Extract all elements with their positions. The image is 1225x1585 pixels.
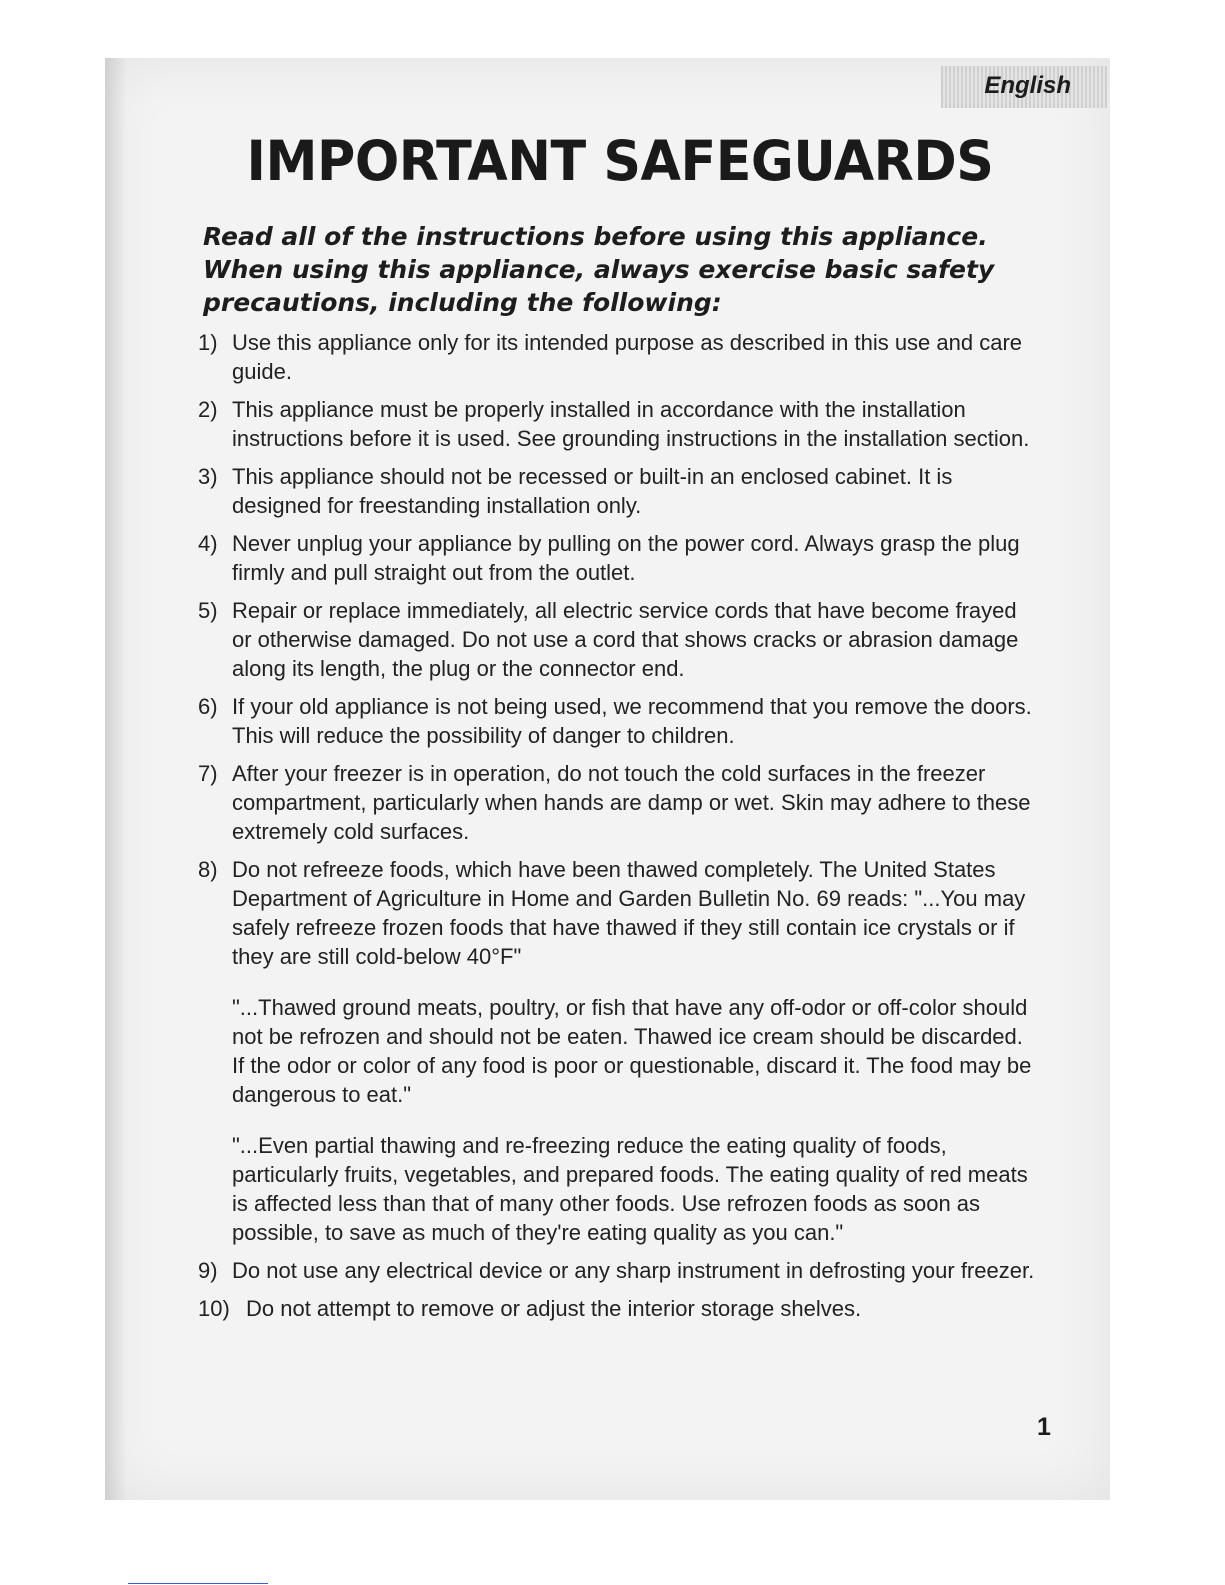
usda-quote-thawed-meats: "...Thawed ground meats, poultry, or fish that have any off-odor or off-color should not be refrozen and should not be eaten. Thawed ice cream should be discarded. If the odor or color of any food is poor or questionable, discard it. The food may be dangerous to eat." bbox=[232, 995, 1032, 1107]
page-number: 1 bbox=[1037, 1413, 1051, 1441]
item-text: Never unplug your appliance by pulling on the power cord. Always grasp the plug firmly and pull straight out from the outlet. bbox=[232, 531, 1020, 585]
item-number: 7) bbox=[198, 761, 218, 786]
item-number: 4) bbox=[198, 531, 218, 556]
item-number: 6) bbox=[198, 694, 218, 719]
page-binding-shadow bbox=[105, 58, 127, 1500]
list-item bbox=[198, 596, 1038, 683]
language-label: English bbox=[984, 72, 1071, 99]
item-text: Repair or replace immediately, all electric service cords that have become frayed or otherwise damaged. Do not use a cord that shows cracks or abrasion damage along its length, the plug or the connector end. bbox=[232, 598, 1019, 681]
item-text: Use this appliance only for its intended purpose as described in this use and care guide. bbox=[232, 330, 1023, 384]
list-item bbox=[198, 855, 1038, 1247]
list-item bbox=[198, 759, 1038, 846]
item-text: Do not refreeze foods, which have been thawed completely. The United States Department of Agriculture in Home and Garden Bulletin No. 69 reads: "...You may safely refreeze frozen foods that have thawed if they still contain ice crystals or if they are still cold-below 40°F" bbox=[232, 857, 1026, 969]
item-number: 3) bbox=[198, 464, 218, 489]
list-item bbox=[198, 462, 1038, 520]
item-number: 10) bbox=[198, 1296, 230, 1321]
list-item bbox=[198, 1256, 1038, 1285]
item-text: This appliance must be properly installed in accordance with the installation instructions before it is used. See grounding instructions in the installation section. bbox=[232, 397, 1030, 451]
language-tab bbox=[941, 66, 1107, 108]
footer-rule bbox=[128, 1583, 268, 1584]
item-number: 9) bbox=[198, 1258, 218, 1283]
item-number: 2) bbox=[198, 397, 218, 422]
item-text: Do not attempt to remove or adjust the interior storage shelves. bbox=[246, 1296, 862, 1321]
page-title: IMPORTANT SAFEGUARDS bbox=[246, 129, 994, 193]
usda-quote-partial-thawing: "...Even partial thawing and re-freezing reduce the eating quality of foods, particularly fruits, vegetables, and prepared foods. The eating quality of red meats is affected less than that of many other foods. Use refrozen foods as soon as possible, to save as much of they're eating quality as you can." bbox=[232, 1133, 1028, 1245]
list-item bbox=[198, 692, 1038, 750]
item-text: After your freezer is in operation, do not touch the cold surfaces in the freezer compartment, particularly when hands are damp or wet. Skin may adhere to these extremely cold surfaces. bbox=[232, 761, 1031, 844]
list-item bbox=[198, 395, 1038, 453]
item-text: This appliance should not be recessed or built-in an enclosed cabinet. It is designed for freestanding installation only. bbox=[232, 464, 953, 518]
list-item bbox=[198, 529, 1038, 587]
item-text: If your old appliance is not being used, we recommend that you remove the doors. This will reduce the possibility of danger to children. bbox=[232, 694, 1032, 748]
item-number: 1) bbox=[198, 330, 218, 355]
item-number: 5) bbox=[198, 598, 218, 623]
list-item bbox=[198, 1294, 1038, 1323]
item-text: Do not use any electrical device or any sharp instrument in defrosting your freezer. bbox=[232, 1258, 1035, 1283]
intro-text: Read all of the instructions before using this appliance. When using this appliance, always exercise basic safety precautions, including the following: bbox=[203, 222, 995, 317]
list-item bbox=[198, 328, 1038, 386]
safeguards-list bbox=[198, 328, 1038, 1332]
item-number: 8) bbox=[198, 857, 218, 882]
